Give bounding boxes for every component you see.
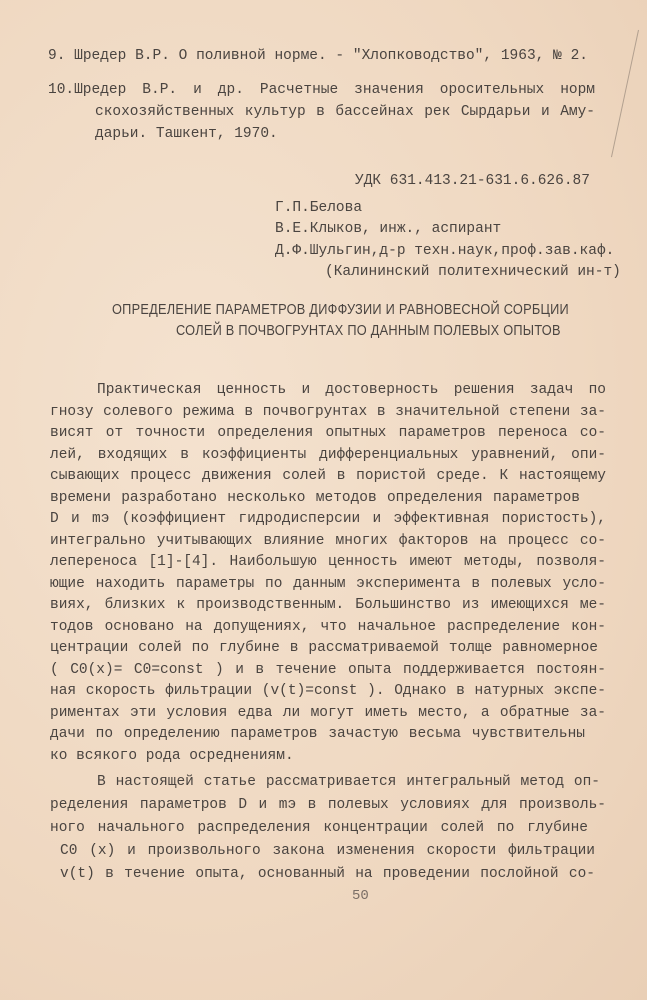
body-line: висят от точности определения опытных параметров переноса со- <box>50 425 606 441</box>
reference-line: скохозяйственных культур в бассейнах рек Сырдарьи и Аму- <box>95 104 595 120</box>
body-line: Практическая ценность и достоверность решения задач по <box>97 382 606 398</box>
body-line: В настоящей статье рассматривается интегральный метод оп- <box>97 774 600 790</box>
title-line: СОЛЕЙ В ПОЧВОГРУНТАХ ПО ДАННЫМ ПОЛЕВЫХ ОПЫТОВ <box>176 322 561 339</box>
author-line: (Калининский политехнический ин-т) <box>325 264 621 280</box>
body-line: ная скорость фильтрации (v(t)=const ). Однако в натурных экспе- <box>50 683 606 699</box>
author-line: В.Е.Клыков, инж., аспирант <box>275 221 502 237</box>
body-line: D и mэ (коэффициент гидродисперсии и эффективная пористость), <box>50 511 606 527</box>
body-line: ного начального распределения концентрации солей по глубине <box>50 820 588 836</box>
author-line: Г.П.Белова <box>275 200 363 216</box>
body-line: интегрально учитывающих влияние многих факторов на процесс со- <box>50 533 606 549</box>
body-line: времени разработано несколько методов определения параметров <box>50 490 580 506</box>
body-line: v(t) в течение опыта, основанный на проведении послойной со- <box>60 866 595 882</box>
body-line: ко всякого рода осреднениям. <box>50 748 294 764</box>
udk-code: УДК 631.413.21-631.6.626.87 <box>355 173 590 189</box>
body-line: лепереноса [1]-[4]. Наибольшую ценность имеют методы, позволя- <box>50 554 606 570</box>
body-line: ( C0(x)= C0=const ) и в течение опыта поддерживается постоян- <box>50 662 606 678</box>
page-number: 50 <box>352 888 369 904</box>
body-line: лей, входящих в коэффициенты дифференциальных уравнений, опи- <box>50 447 606 463</box>
body-line: C0 (x) и произвольного закона изменения скорости фильтрации <box>60 843 595 859</box>
body-line: дачи по определению параметров зачастую весьма чувствительны <box>50 726 585 742</box>
body-line: гнозу солевого режима в почвогрунтах в значительной степени за- <box>50 404 606 420</box>
reference-line: 9. Шредер В.Р. О поливной норме. - "Хлопководство", 1963, № 2. <box>48 48 588 64</box>
body-line: ющие находить параметры по данным эксперимента в полевых усло- <box>50 576 606 592</box>
reference-line: 10.Шредер В.Р. и др. Расчетные значения оросительных норм <box>48 82 595 98</box>
body-line: ределения параметров D и mэ в полевых условиях для произволь- <box>50 797 606 813</box>
author-line: Д.Ф.Шульгин,д-р техн.наук,проф.зав.каф. <box>275 243 615 259</box>
body-line: риментах эти условия едва ли могут иметь место, а обратные за- <box>50 705 606 721</box>
body-line: центрации солей по глубине в рассматриваемой толще равномерное <box>50 640 598 656</box>
body-line: сывающих процесс движения солей в пористой среде. К настоящему <box>50 468 606 484</box>
body-line: виях, близких к производственным. Большинство из имеющихся ме- <box>50 597 606 613</box>
body-line: тодов основано на допущениях, что начальное распределение кон- <box>50 619 606 635</box>
title-line: ОПРЕДЕЛЕНИЕ ПАРАМЕТРОВ ДИФФУЗИИ И РАВНОВЕСНОЙ СОРБЦИИ <box>112 301 569 318</box>
reference-line: дарьи. Ташкент, 1970. <box>95 126 278 142</box>
